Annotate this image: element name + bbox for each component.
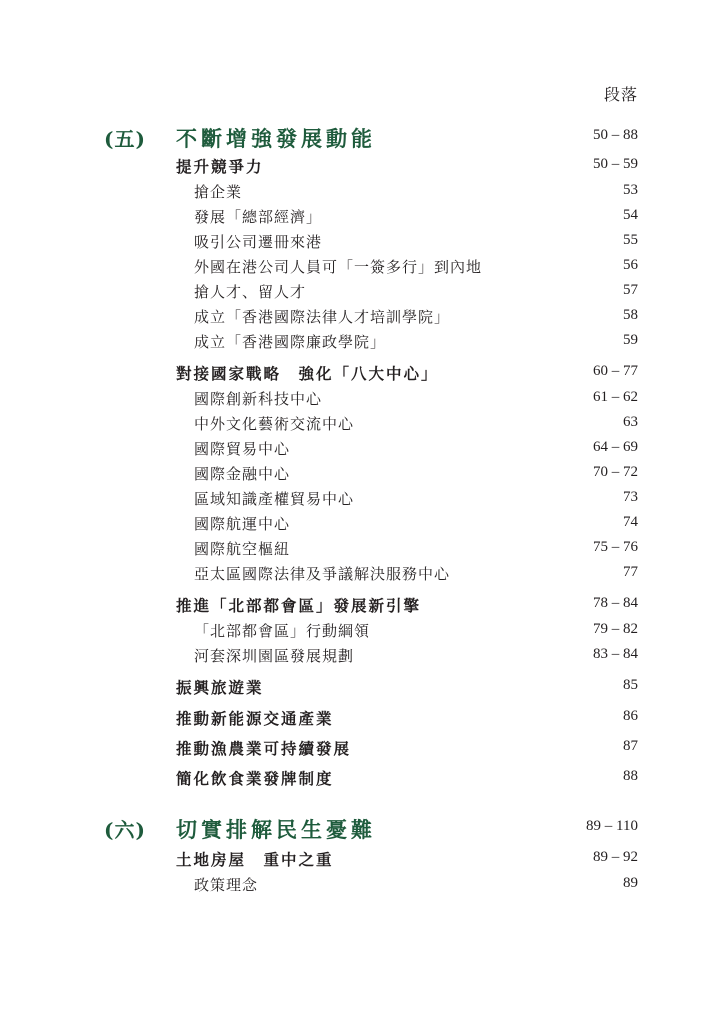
entry-paragraph: 88 bbox=[623, 768, 638, 784]
chapter-title: 切實排解民生憂難 bbox=[176, 817, 376, 842]
entry-paragraph: 63 bbox=[623, 414, 638, 430]
entry-paragraph: 61 – 62 bbox=[593, 389, 638, 405]
entry-label: 政策理念 bbox=[194, 876, 259, 894]
entry-label: 發展「總部經濟」 bbox=[194, 208, 323, 226]
entry-label: 國際航運中心 bbox=[194, 515, 291, 533]
chapter-number: (六) bbox=[104, 818, 146, 842]
entry-paragraph: 87 bbox=[623, 738, 638, 754]
entry-paragraph: 58 bbox=[623, 307, 638, 323]
entry-label: 「北部都會區」行動綱領 bbox=[194, 622, 371, 640]
entry-paragraph: 53 bbox=[623, 182, 638, 198]
toc-subentry[interactable] bbox=[176, 231, 638, 255]
entry-paragraph: 74 bbox=[623, 514, 638, 530]
entry-label: 吸引公司遷冊來港 bbox=[194, 233, 323, 251]
entry-paragraph: 57 bbox=[623, 282, 638, 298]
entry-label: 中外文化藝術交流中心 bbox=[194, 415, 355, 433]
chapter-number: (五) bbox=[104, 127, 146, 151]
toc-subentry[interactable] bbox=[176, 181, 638, 205]
entry-paragraph: 85 bbox=[623, 677, 638, 693]
entry-label: 簡化飲食業發牌制度 bbox=[176, 769, 334, 788]
entry-label: 成立「香港國際法律人才培訓學院」 bbox=[194, 308, 451, 326]
toc-subentry[interactable] bbox=[176, 306, 638, 330]
entry-paragraph: 75 – 76 bbox=[593, 539, 638, 555]
entry-paragraph: 56 bbox=[623, 257, 638, 273]
entry-label: 國際金融中心 bbox=[194, 465, 291, 483]
entry-paragraph: 50 – 59 bbox=[593, 156, 638, 172]
entry-paragraph: 73 bbox=[623, 489, 638, 505]
chapter-paragraph-range: 50 – 88 bbox=[593, 127, 638, 143]
entry-label: 國際航空樞紐 bbox=[194, 540, 291, 558]
toc-subentry[interactable] bbox=[176, 488, 638, 512]
chapter-title: 不斷增強發展動能 bbox=[176, 126, 376, 151]
entry-label: 推進「北部都會區」發展新引擎 bbox=[176, 596, 422, 615]
chapter-heading[interactable] bbox=[104, 814, 638, 844]
toc-section-entry[interactable] bbox=[176, 676, 638, 700]
entry-label: 亞太區國際法律及爭議解決服務中心 bbox=[194, 565, 451, 583]
entry-paragraph: 54 bbox=[623, 207, 638, 223]
entry-paragraph: 60 – 77 bbox=[593, 363, 638, 379]
toc-subentry[interactable] bbox=[176, 620, 638, 644]
entry-paragraph: 70 – 72 bbox=[593, 464, 638, 480]
toc-section-entry[interactable] bbox=[176, 848, 638, 872]
toc-subentry[interactable] bbox=[176, 513, 638, 537]
toc-subentry[interactable] bbox=[176, 563, 638, 587]
toc-subentry[interactable] bbox=[176, 331, 638, 355]
entry-label: 搶人才、留人才 bbox=[194, 283, 307, 301]
toc-section-entry[interactable] bbox=[176, 155, 638, 179]
entry-paragraph: 64 – 69 bbox=[593, 439, 638, 455]
entry-paragraph: 89 bbox=[623, 875, 638, 891]
entry-paragraph: 59 bbox=[623, 332, 638, 348]
entry-label: 土地房屋 重中之重 bbox=[176, 850, 334, 869]
entry-label: 河套深圳園區發展規劃 bbox=[194, 647, 355, 665]
entry-label: 推動漁農業可持續發展 bbox=[176, 739, 352, 758]
toc-subentry[interactable] bbox=[176, 256, 638, 280]
entry-paragraph: 86 bbox=[623, 708, 638, 724]
entry-label: 推動新能源交通產業 bbox=[176, 709, 334, 728]
entry-paragraph: 77 bbox=[623, 564, 638, 580]
entry-label: 國際貿易中心 bbox=[194, 440, 291, 458]
toc-subentry[interactable] bbox=[176, 413, 638, 437]
toc-section-entry[interactable] bbox=[176, 767, 638, 791]
entry-label: 搶企業 bbox=[194, 183, 243, 201]
entry-paragraph: 89 – 92 bbox=[593, 849, 638, 865]
toc-subentry[interactable] bbox=[176, 281, 638, 305]
entry-paragraph: 78 – 84 bbox=[593, 595, 638, 611]
toc-subentry[interactable] bbox=[176, 206, 638, 230]
toc-section-entry[interactable] bbox=[176, 594, 638, 618]
entry-paragraph: 55 bbox=[623, 232, 638, 248]
entry-label: 提升競爭力 bbox=[176, 157, 264, 176]
entry-label: 國際創新科技中心 bbox=[194, 390, 323, 408]
entry-paragraph: 83 – 84 bbox=[593, 646, 638, 662]
chapter-heading[interactable] bbox=[104, 123, 638, 153]
toc-subentry[interactable] bbox=[176, 463, 638, 487]
entry-paragraph: 79 – 82 bbox=[593, 621, 638, 637]
entry-label: 區域知識產權貿易中心 bbox=[194, 490, 355, 508]
chapter-paragraph-range: 89 – 110 bbox=[586, 818, 638, 834]
entry-label: 振興旅遊業 bbox=[176, 678, 264, 697]
toc-section-entry[interactable] bbox=[176, 707, 638, 731]
entry-label: 成立「香港國際廉政學院」 bbox=[194, 333, 387, 351]
toc-section-entry[interactable] bbox=[176, 737, 638, 761]
entry-label: 對接國家戰略 強化「八大中心」 bbox=[176, 364, 439, 383]
toc-subentry[interactable] bbox=[176, 438, 638, 462]
entry-label: 外國在港公司人員可「一簽多行」到內地 bbox=[194, 258, 483, 276]
toc-subentry[interactable] bbox=[176, 874, 638, 898]
toc-section-entry[interactable] bbox=[176, 362, 638, 386]
toc-subentry[interactable] bbox=[176, 645, 638, 669]
paragraph-column-header: 段落 bbox=[603, 85, 638, 104]
toc-subentry[interactable] bbox=[176, 538, 638, 562]
toc-subentry[interactable] bbox=[176, 388, 638, 412]
